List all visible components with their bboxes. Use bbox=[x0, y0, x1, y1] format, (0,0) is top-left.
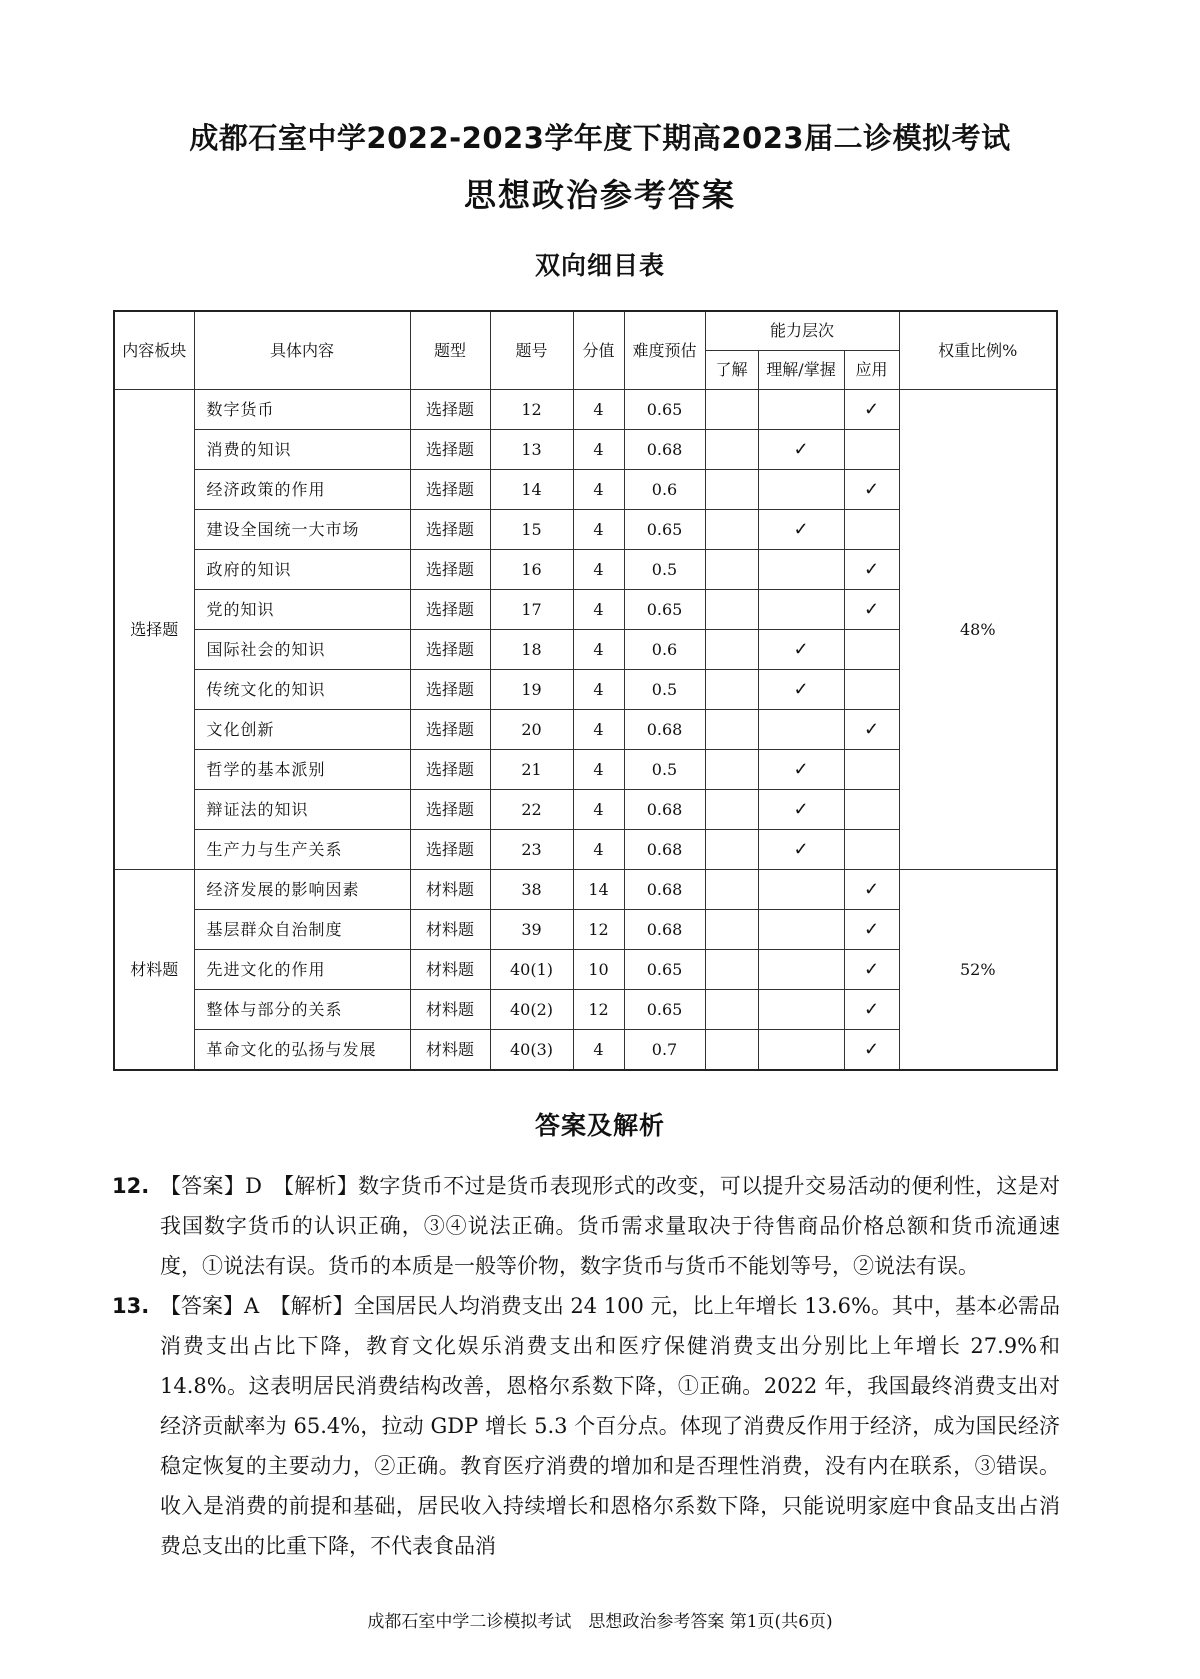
difficulty-cell: 0.65 bbox=[624, 510, 705, 550]
content-cell: 整体与部分的关系 bbox=[194, 990, 410, 1030]
content-cell: 政府的知识 bbox=[194, 550, 410, 590]
content-cell: 数字货币 bbox=[194, 390, 410, 430]
difficulty-cell: 0.6 bbox=[624, 630, 705, 670]
ability-level-cell bbox=[844, 550, 899, 590]
score-cell: 12 bbox=[573, 910, 624, 950]
check-mark-icon: ✓ bbox=[863, 1038, 880, 1060]
ability-level-cell bbox=[758, 470, 844, 510]
answers-section-title: 答案及解析 bbox=[534, 1111, 665, 1140]
type-cell: 选择题 bbox=[410, 430, 490, 470]
type-cell: 选择题 bbox=[410, 750, 490, 790]
header-difficulty: 难度预估 bbox=[624, 311, 705, 390]
ability-level-cell bbox=[844, 790, 899, 830]
answer-text: 【答案】D 【解析】数字货币不过是货币表现形式的改变，可以提升交易活动的便利性，这是对我国数字货币的认识正确，③④说法正确。货币需求量取决于待售商品价格总额和货币流通速度，①说法有误。货币的本质是一般等价物，数字货币与货币不能划等号，②说法有误。 bbox=[160, 1174, 1060, 1278]
difficulty-cell: 0.68 bbox=[624, 710, 705, 750]
score-cell: 10 bbox=[573, 950, 624, 990]
score-cell: 4 bbox=[573, 710, 624, 750]
ability-level-cell bbox=[758, 710, 844, 750]
number-cell: 39 bbox=[490, 910, 573, 950]
document-title: 成都石室中学2022-2023学年度下期高2023届二诊模拟考试 bbox=[189, 121, 1011, 155]
ability-level-cell bbox=[758, 670, 844, 710]
ability-level-cell bbox=[758, 910, 844, 950]
ability-level-cell bbox=[844, 990, 899, 1030]
number-cell: 38 bbox=[490, 870, 573, 910]
ability-level-cell bbox=[758, 430, 844, 470]
score-cell: 4 bbox=[573, 790, 624, 830]
check-mark-icon: ✓ bbox=[793, 518, 809, 540]
type-cell: 选择题 bbox=[410, 710, 490, 750]
ability-level-cell bbox=[844, 910, 899, 950]
ability-level-cell bbox=[844, 670, 899, 710]
ability-level-cell bbox=[758, 390, 844, 430]
header-block: 内容板块 bbox=[114, 311, 194, 390]
score-cell: 4 bbox=[573, 470, 624, 510]
ability-level-cell bbox=[705, 990, 758, 1030]
ability-level-cell bbox=[758, 950, 844, 990]
content-cell: 先进文化的作用 bbox=[194, 950, 410, 990]
type-cell: 材料题 bbox=[410, 990, 490, 1030]
score-cell: 4 bbox=[573, 1030, 624, 1071]
score-cell: 4 bbox=[573, 670, 624, 710]
check-mark-icon: ✓ bbox=[793, 758, 809, 780]
content-cell: 文化创新 bbox=[194, 710, 410, 750]
ability-level-cell bbox=[705, 710, 758, 750]
difficulty-cell: 0.68 bbox=[624, 830, 705, 870]
check-mark-icon: ✓ bbox=[793, 638, 809, 660]
number-cell: 19 bbox=[490, 670, 573, 710]
score-cell: 4 bbox=[573, 750, 624, 790]
content-cell: 传统文化的知识 bbox=[194, 670, 410, 710]
content-cell: 经济发展的影响因素 bbox=[194, 870, 410, 910]
type-cell: 选择题 bbox=[410, 670, 490, 710]
ability-level-cell bbox=[844, 870, 899, 910]
content-cell: 辩证法的知识 bbox=[194, 790, 410, 830]
ability-level-cell bbox=[705, 830, 758, 870]
ability-level-cell bbox=[705, 550, 758, 590]
number-cell: 12 bbox=[490, 390, 573, 430]
header-type: 题型 bbox=[410, 311, 490, 390]
ability-level-cell bbox=[758, 790, 844, 830]
content-cell: 经济政策的作用 bbox=[194, 470, 410, 510]
content-cell: 生产力与生产关系 bbox=[194, 830, 410, 870]
type-cell: 选择题 bbox=[410, 630, 490, 670]
ability-level-cell bbox=[758, 550, 844, 590]
ability-level-cell bbox=[844, 430, 899, 470]
check-mark-icon: ✓ bbox=[793, 438, 809, 460]
check-mark-icon: ✓ bbox=[863, 598, 880, 620]
header-content: 具体内容 bbox=[194, 311, 410, 390]
answer-item bbox=[112, 1166, 1060, 1286]
ability-level-cell bbox=[844, 1030, 899, 1071]
number-cell: 16 bbox=[490, 550, 573, 590]
header-score: 分值 bbox=[573, 311, 624, 390]
ability-level-cell bbox=[705, 470, 758, 510]
ability-level-cell bbox=[705, 910, 758, 950]
check-mark-icon: ✓ bbox=[863, 958, 880, 980]
ability-level-cell bbox=[705, 790, 758, 830]
ability-level-cell bbox=[758, 830, 844, 870]
score-cell: 4 bbox=[573, 550, 624, 590]
content-cell: 国际社会的知识 bbox=[194, 630, 410, 670]
block-cell: 材料题 bbox=[114, 870, 194, 1071]
score-cell: 4 bbox=[573, 390, 624, 430]
score-cell: 4 bbox=[573, 510, 624, 550]
content-cell: 革命文化的弘扬与发展 bbox=[194, 1030, 410, 1071]
number-cell: 21 bbox=[490, 750, 573, 790]
block-cell: 选择题 bbox=[114, 390, 194, 870]
number-cell: 14 bbox=[490, 470, 573, 510]
weight-cell: 48% bbox=[899, 390, 1057, 870]
page-footer: 成都石室中学二诊模拟考试 思想政治参考答案 第1页(共6页) bbox=[367, 1612, 833, 1632]
check-mark-icon: ✓ bbox=[793, 798, 809, 820]
ability-level-cell bbox=[844, 830, 899, 870]
answer-item bbox=[112, 1286, 1060, 1566]
difficulty-cell: 0.68 bbox=[624, 870, 705, 910]
ability-level-cell bbox=[705, 670, 758, 710]
check-mark-icon: ✓ bbox=[863, 998, 880, 1020]
ability-level-cell bbox=[844, 710, 899, 750]
two-way-spec-table bbox=[113, 310, 1058, 1071]
document-subtitle: 思想政治参考答案 bbox=[463, 176, 736, 214]
ability-level-cell bbox=[758, 750, 844, 790]
type-cell: 材料题 bbox=[410, 910, 490, 950]
number-cell: 17 bbox=[490, 590, 573, 630]
number-cell: 13 bbox=[490, 430, 573, 470]
ability-level-cell bbox=[758, 870, 844, 910]
check-mark-icon: ✓ bbox=[863, 718, 880, 740]
header-weight: 权重比例% bbox=[899, 311, 1057, 390]
number-cell: 18 bbox=[490, 630, 573, 670]
difficulty-cell: 0.65 bbox=[624, 590, 705, 630]
ability-level-cell bbox=[844, 590, 899, 630]
score-cell: 4 bbox=[573, 430, 624, 470]
number-cell: 40(1) bbox=[490, 950, 573, 990]
type-cell: 选择题 bbox=[410, 590, 490, 630]
ability-level-cell bbox=[705, 590, 758, 630]
ability-level-cell bbox=[705, 950, 758, 990]
type-cell: 材料题 bbox=[410, 950, 490, 990]
ability-level-cell bbox=[705, 630, 758, 670]
answer-number: 12. bbox=[112, 1174, 150, 1198]
ability-level-cell bbox=[844, 390, 899, 430]
difficulty-cell: 0.5 bbox=[624, 750, 705, 790]
difficulty-cell: 0.68 bbox=[624, 790, 705, 830]
ability-level-cell bbox=[758, 510, 844, 550]
ability-level-cell bbox=[758, 590, 844, 630]
content-cell: 党的知识 bbox=[194, 590, 410, 630]
difficulty-cell: 0.65 bbox=[624, 950, 705, 990]
ability-level-cell bbox=[705, 870, 758, 910]
ability-level-cell bbox=[758, 1030, 844, 1071]
ability-level-cell bbox=[844, 470, 899, 510]
table-row bbox=[114, 390, 1057, 430]
content-cell: 建设全国统一大市场 bbox=[194, 510, 410, 550]
header-ability-apply: 应用 bbox=[844, 351, 899, 390]
ability-level-cell bbox=[844, 750, 899, 790]
difficulty-cell: 0.68 bbox=[624, 430, 705, 470]
ability-level-cell bbox=[705, 430, 758, 470]
content-cell: 基层群众自治制度 bbox=[194, 910, 410, 950]
number-cell: 40(2) bbox=[490, 990, 573, 1030]
header-ability: 能力层次 bbox=[705, 311, 899, 351]
number-cell: 15 bbox=[490, 510, 573, 550]
type-cell: 材料题 bbox=[410, 1030, 490, 1071]
ability-level-cell bbox=[705, 1030, 758, 1071]
table-row bbox=[114, 870, 1057, 910]
check-mark-icon: ✓ bbox=[863, 398, 880, 420]
ability-level-cell bbox=[758, 630, 844, 670]
check-mark-icon: ✓ bbox=[863, 558, 880, 580]
number-cell: 20 bbox=[490, 710, 573, 750]
difficulty-cell: 0.5 bbox=[624, 670, 705, 710]
ability-level-cell bbox=[844, 950, 899, 990]
answer-number: 13. bbox=[112, 1294, 150, 1318]
ability-level-cell bbox=[758, 990, 844, 1030]
number-cell: 40(3) bbox=[490, 1030, 573, 1071]
type-cell: 材料题 bbox=[410, 870, 490, 910]
difficulty-cell: 0.65 bbox=[624, 990, 705, 1030]
spec-table-body bbox=[114, 390, 1057, 1071]
check-mark-icon: ✓ bbox=[863, 878, 880, 900]
table-section-title: 双向细目表 bbox=[534, 251, 665, 280]
number-cell: 22 bbox=[490, 790, 573, 830]
score-cell: 4 bbox=[573, 590, 624, 630]
ability-level-cell bbox=[705, 510, 758, 550]
score-cell: 12 bbox=[573, 990, 624, 1030]
difficulty-cell: 0.5 bbox=[624, 550, 705, 590]
check-mark-icon: ✓ bbox=[863, 478, 880, 500]
score-cell: 4 bbox=[573, 830, 624, 870]
content-cell: 消费的知识 bbox=[194, 430, 410, 470]
type-cell: 选择题 bbox=[410, 390, 490, 430]
check-mark-icon: ✓ bbox=[793, 838, 809, 860]
type-cell: 选择题 bbox=[410, 790, 490, 830]
type-cell: 选择题 bbox=[410, 510, 490, 550]
header-ability-understand: 了解 bbox=[705, 351, 758, 390]
check-mark-icon: ✓ bbox=[793, 678, 809, 700]
ability-level-cell bbox=[844, 510, 899, 550]
difficulty-cell: 0.68 bbox=[624, 910, 705, 950]
type-cell: 选择题 bbox=[410, 550, 490, 590]
weight-cell: 52% bbox=[899, 870, 1057, 1071]
score-cell: 4 bbox=[573, 630, 624, 670]
ability-level-cell bbox=[705, 390, 758, 430]
answers-list bbox=[112, 1166, 1060, 1566]
type-cell: 选择题 bbox=[410, 830, 490, 870]
number-cell: 23 bbox=[490, 830, 573, 870]
type-cell: 选择题 bbox=[410, 470, 490, 510]
header-ability-comprehend: 理解/掌握 bbox=[758, 351, 844, 390]
ability-level-cell bbox=[705, 750, 758, 790]
difficulty-cell: 0.65 bbox=[624, 390, 705, 430]
ability-level-cell bbox=[844, 630, 899, 670]
difficulty-cell: 0.6 bbox=[624, 470, 705, 510]
score-cell: 14 bbox=[573, 870, 624, 910]
answer-text: 【答案】A 【解析】全国居民人均消费支出 24 100 元，比上年增长 13.6%。其中，基本必需品消费支出占比下降，教育文化娱乐消费支出和医疗保健消费支出分别比上年增长 27.9%和 14.8%。这表明居民消费结构改善，恩格尔系数下降，①正确。2022 年，我国最终消费支出对经济贡献率为 65.4%，拉动 GDP 增长 5.3 个百分点。体现了消费反作用于经济，成为国民经济稳定恢复的主要动力，②正确。教育医疗消费的增加和是否理性消费，没有内在联系，③错误。收入是消费的前提和基础，居民收入持续增长和恩格尔系数下降，只能说明家庭中食品支出占消费总支出的比重下降，不代表食品消 bbox=[160, 1294, 1060, 1558]
difficulty-cell: 0.7 bbox=[624, 1030, 705, 1071]
content-cell: 哲学的基本派别 bbox=[194, 750, 410, 790]
header-number: 题号 bbox=[490, 311, 573, 390]
check-mark-icon: ✓ bbox=[863, 918, 880, 940]
